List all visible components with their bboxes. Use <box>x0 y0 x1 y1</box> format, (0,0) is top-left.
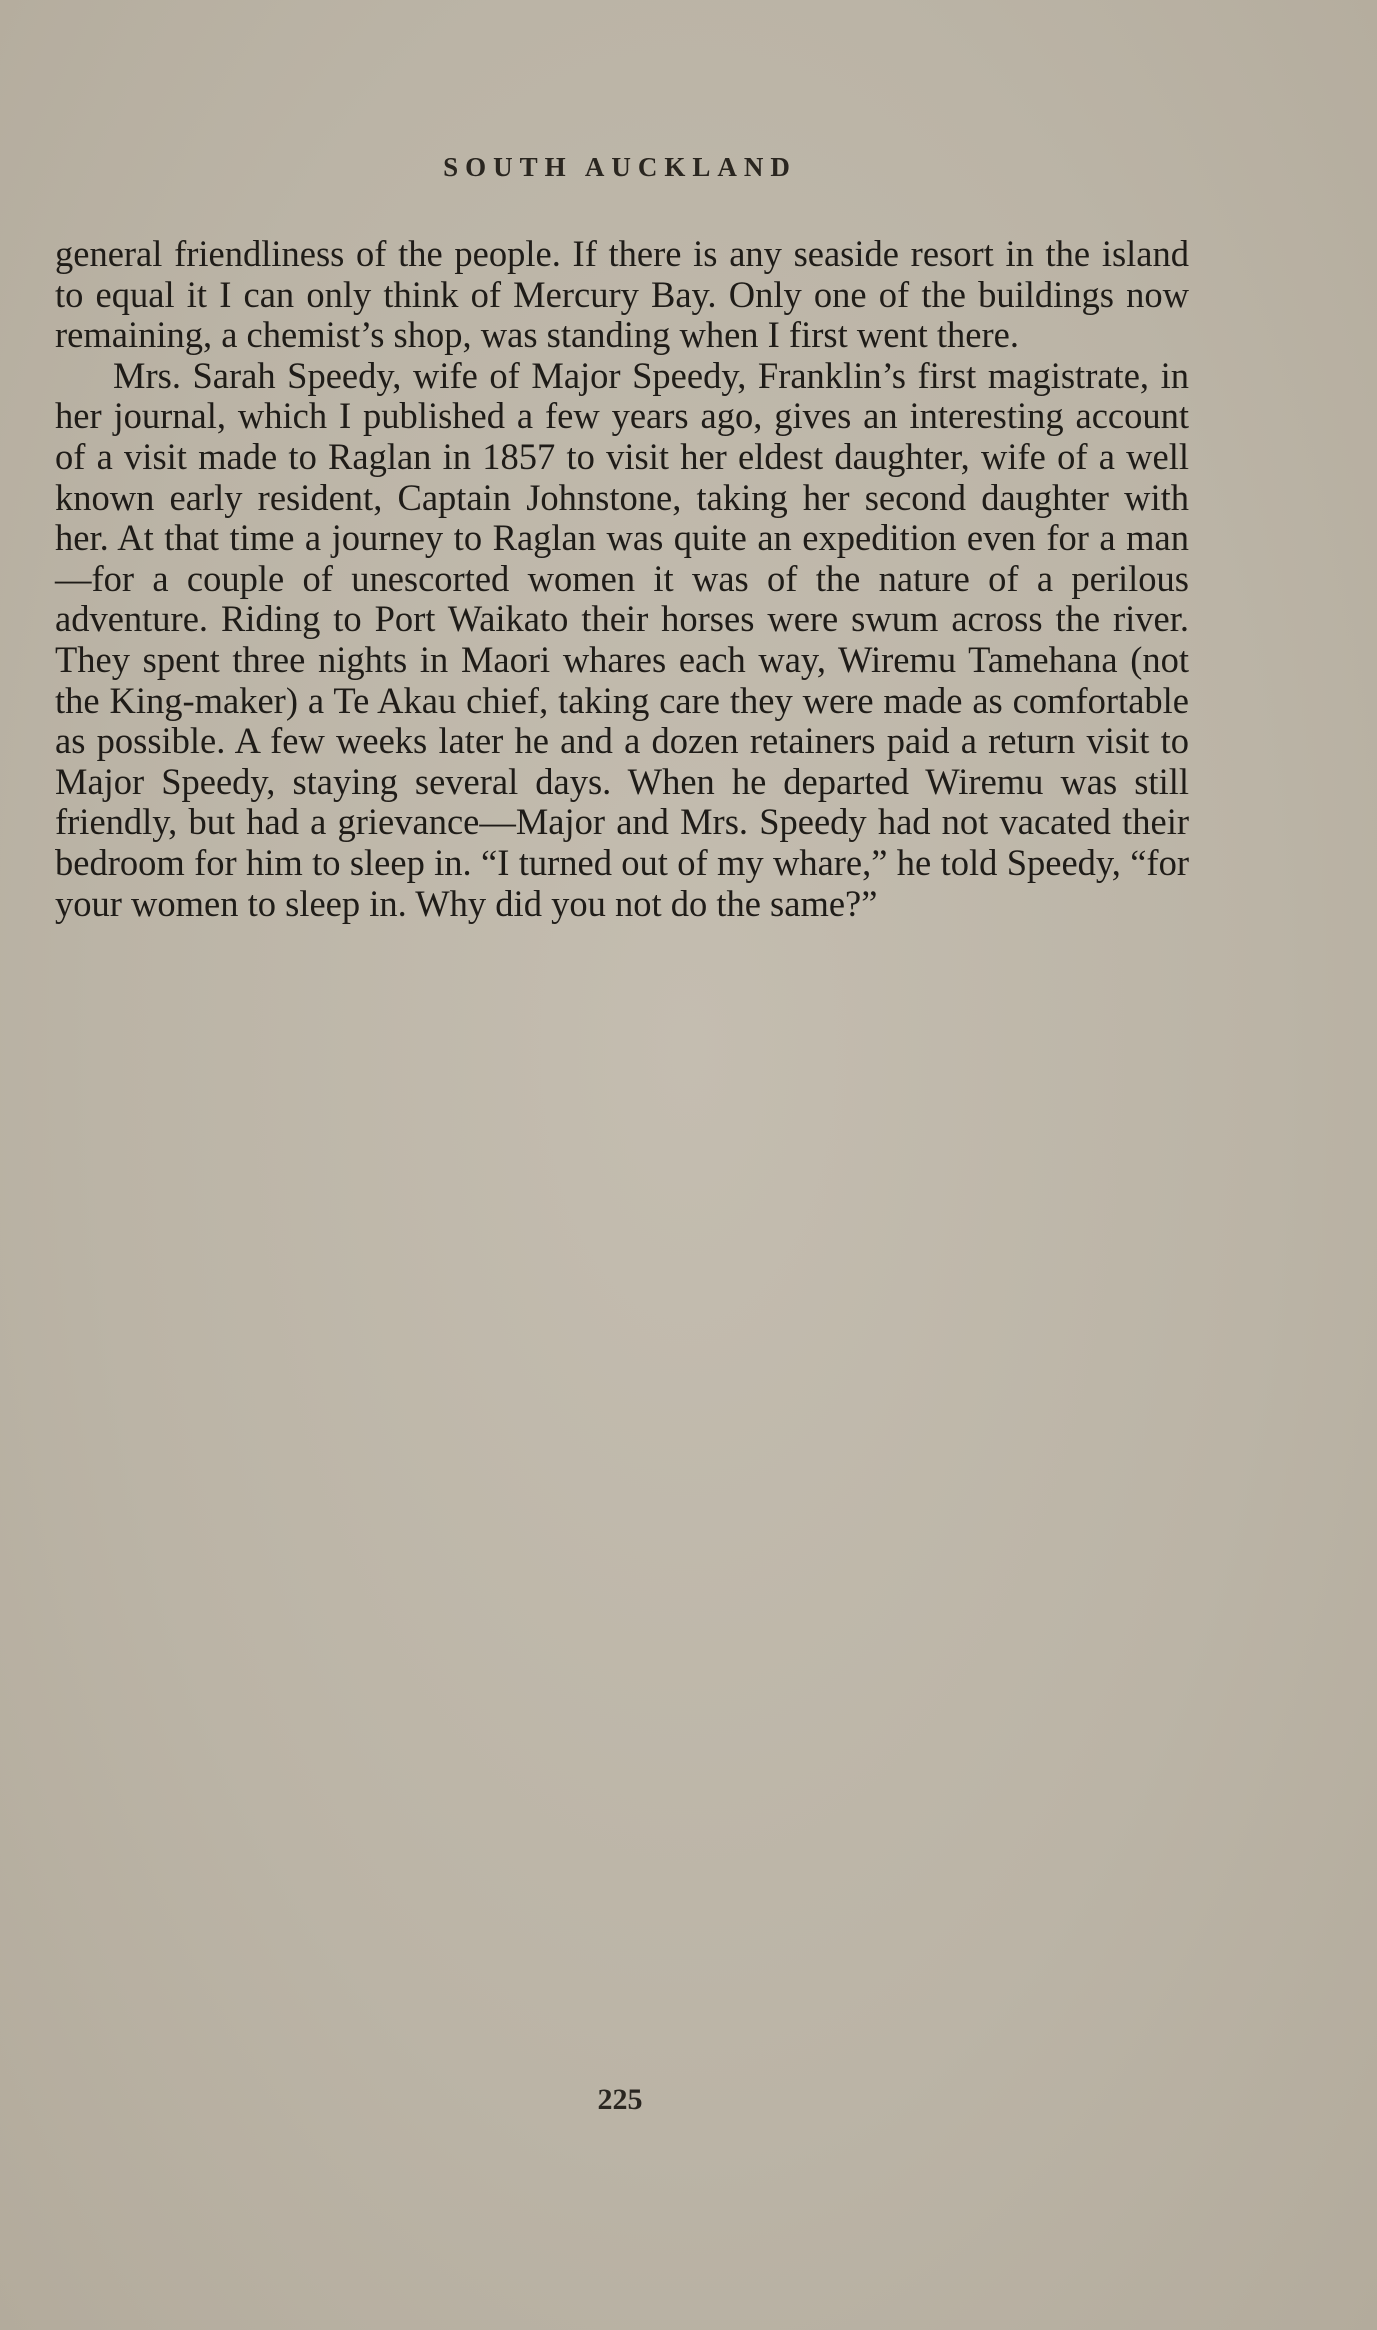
body-text <box>55 234 1189 924</box>
running-head: SOUTH AUCKLAND <box>443 152 797 182</box>
paragraph-continuation: general friendliness of the people. If there is any seaside resort in the island to equal it I can only think of Mercury Bay. Only one of the buildings now remaining, a chemist’s shop, was standing when I first went there. <box>55 233 1189 356</box>
paragraph-speedy-journal: Mrs. Sarah Speedy, wife of Major Speedy, Franklin’s first magistrate, in her journal, which I published a few years ago, gives an interesting account of a visit made to Raglan in 1857 to visit her eldest daughter, wife of a well known early resident, Captain Johnstone, taking her second daughter with her. At that time a journey to Raglan was quite an expedition even for a man—for a couple of unescorted women it was of the nature of a perilous adventure. Riding to Port Waikato their horses were swum across the river. They spent three nights in Maori whares each way, Wiremu Tamehana (not the King-maker) a Te Akau chief, taking care they were made as comfortable as possible. A few weeks later he and a dozen retainers paid a return visit to Major Speedy, staying several days. When he departed Wiremu was still friendly, but had a grievance—Major and Mrs. Speedy had not vacated their bedroom for him to sleep in. “I turned out of my whare,” he told Speedy, “for your women to sleep in. Why did you not do the same?” <box>55 354 1189 924</box>
page-number: 225 <box>597 2083 643 2116</box>
